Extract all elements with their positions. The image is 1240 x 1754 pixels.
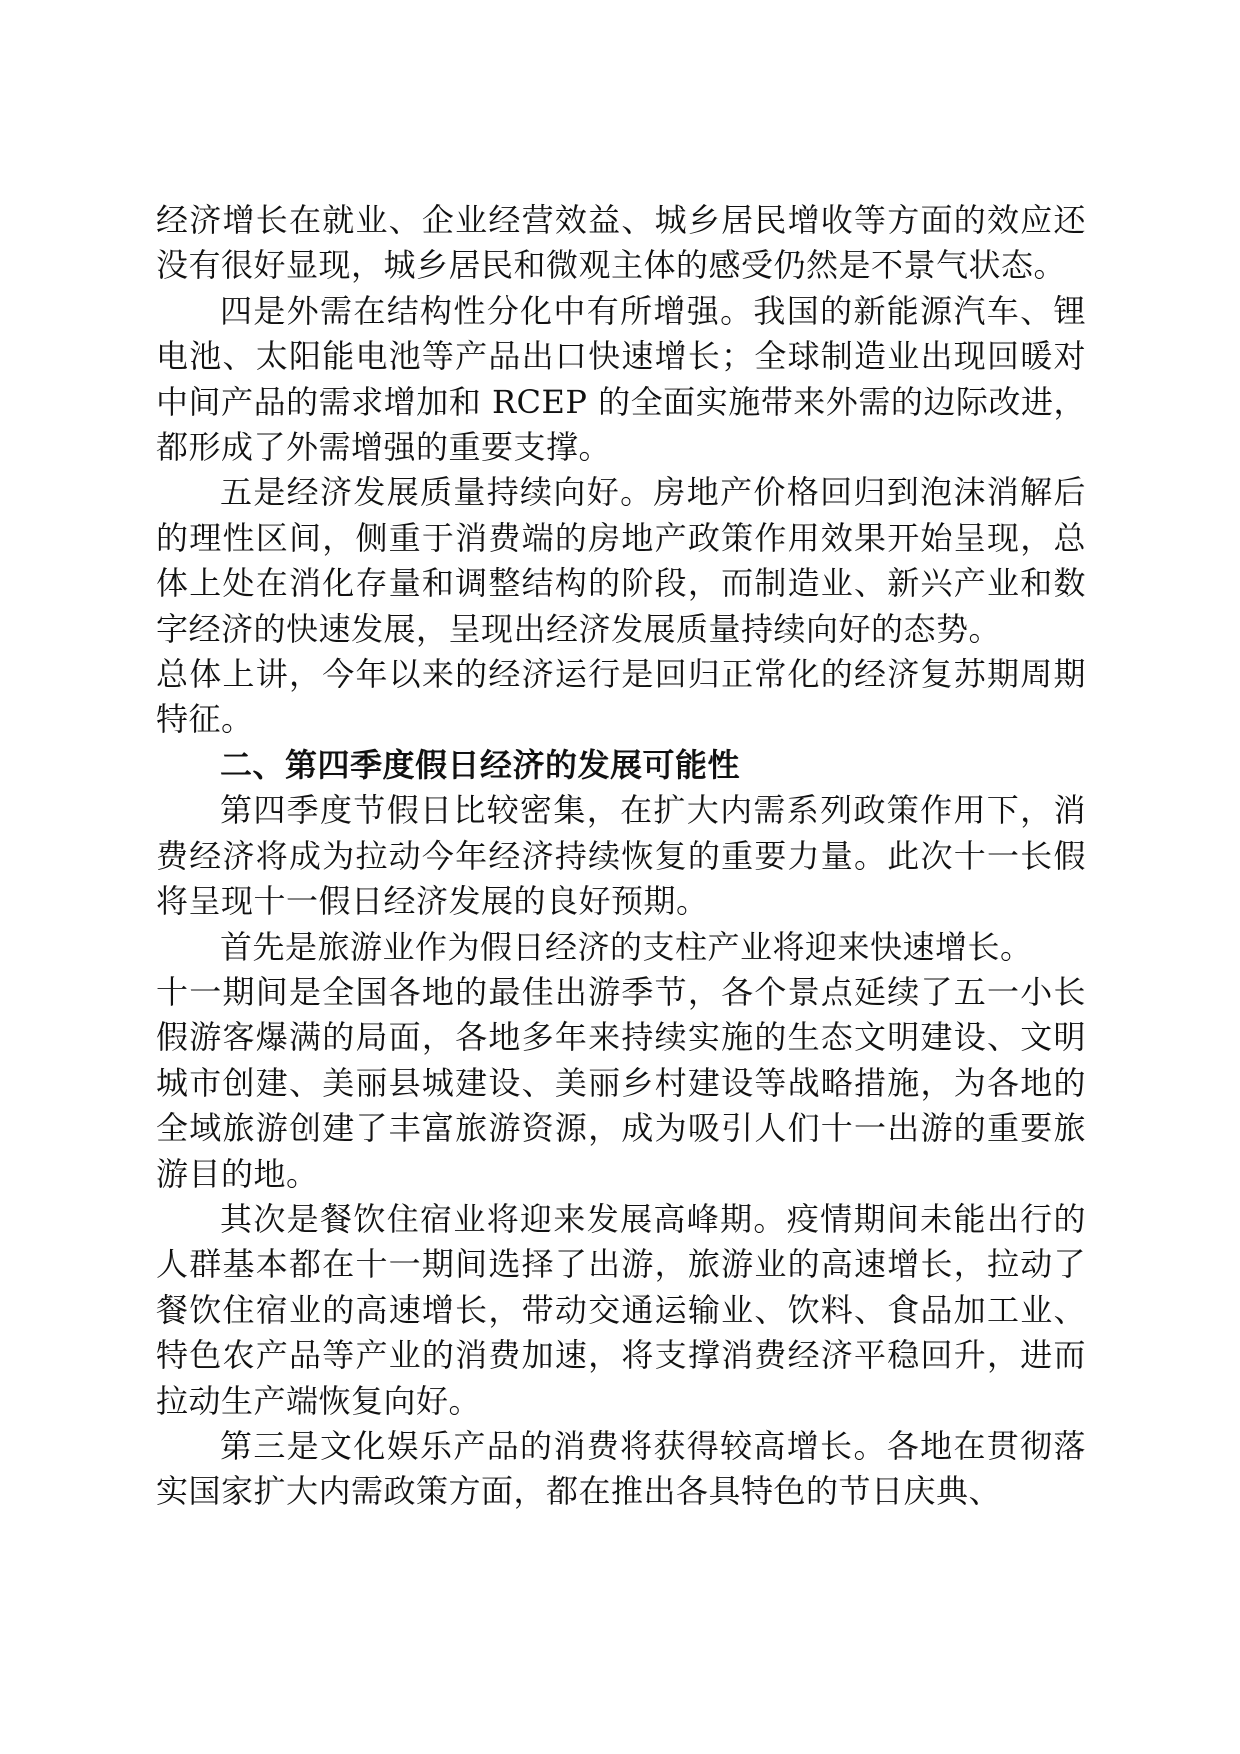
- paragraph-economic-quality: 五是经济发展质量持续向好。房地产价格回归到泡沫消解后的理性区间，侧重于消费端的房地产政策作用效果开始呈现，总体上处在消化存量和调整结构的阶段，而制造业、新兴产业和数字经济的快速发展，呈现出经济发展质量持续向好的态势。: [156, 473, 1086, 648]
- paragraph-summary: 总体上讲，今年以来的经济运行是回归正常化的经济复苏期周期特征。: [156, 655, 1086, 739]
- paragraph-tourism-lead: 首先是旅游业作为假日经济的支柱产业将迎来快速增长。: [220, 927, 1033, 966]
- paragraph-catering: 其次是餐饮住宿业将迎来发展高峰期。疫情期间未能出行的人群基本都在十一期间选择了出游，旅游业的高速增长，拉动了餐饮住宿业的高速增长，带动交通运输业、饮料、食品加工业、特色农产品等产业的消费加速，将支撑消费经济平稳回升，进而拉动生产端恢复向好。: [156, 1199, 1086, 1420]
- paragraph-tourism-detail: 十一期间是全国各地的最佳出游季节，各个景点延续了五一小长假游客爆满的局面，各地多年来持续实施的生态文明建设、文明城市创建、美丽县城建设、美丽乡村建设等战略措施，为各地的全域旅游创建了丰富旅游资源，成为吸引人们十一出游的重要旅游目的地。: [156, 972, 1086, 1193]
- document-body: [156, 198, 1086, 1515]
- paragraph-continuation: 经济增长在就业、企业经营效益、城乡居民增收等方面的效应还没有很好显现，城乡居民和微观主体的感受仍然是不景气状态。: [156, 201, 1086, 285]
- paragraph-external-demand: 四是外需在结构性分化中有所增强。我国的新能源汽车、锂电池、太阳能电池等产品出口快速增长；全球制造业出现回暖对中间产品的需求增加和 RCEP 的全面实施带来外需的边际改进，都形成了外需增强的重要支撑。: [156, 291, 1086, 467]
- paragraph-q4-holidays: 第四季度节假日比较密集，在扩大内需系列政策作用下，消费经济将成为拉动今年经济持续恢复的重要力量。此次十一长假将呈现十一假日经济发展的良好预期。: [156, 791, 1086, 921]
- paragraph-culture-entertainment: 第三是文化娱乐产品的消费将获得较高增长。各地在贯彻落实国家扩大内需政策方面，都在推出各具特色的节日庆典、: [156, 1426, 1086, 1511]
- section-heading: 二、第四季度假日经济的发展可能性: [220, 745, 741, 784]
